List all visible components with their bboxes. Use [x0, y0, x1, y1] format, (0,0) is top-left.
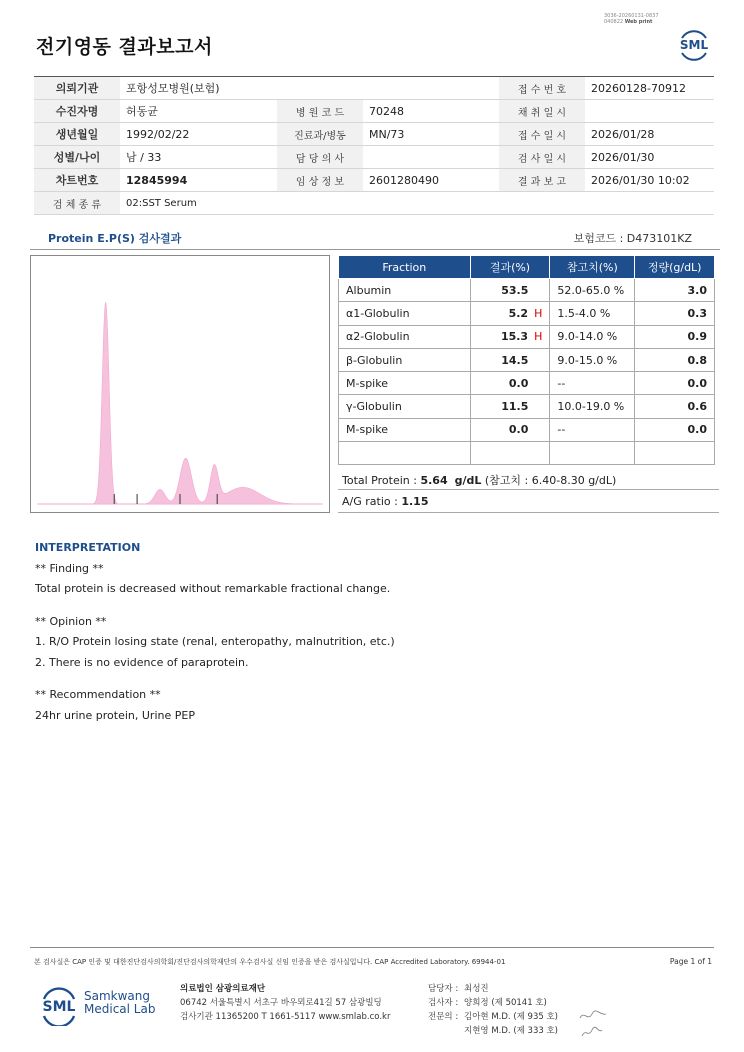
info-row	[34, 77, 714, 100]
receipt-no-label: 접 수 번 호	[499, 77, 585, 100]
ag-divider	[338, 512, 719, 513]
web-print-label: Web print	[624, 19, 653, 25]
fraction-amount: 0.6	[635, 395, 715, 418]
header-result: 결과(%)	[470, 256, 550, 279]
fraction-row	[339, 395, 715, 418]
total-divider	[338, 489, 719, 490]
specialist-1-value: 김아현 M.D. (제 935 호)	[464, 1012, 559, 1022]
document-id-line2: 040822 Web print	[604, 19, 653, 25]
fraction-name: γ-Globulin	[339, 395, 471, 418]
specimen-value: 02:SST Serum	[120, 192, 714, 215]
fraction-amount: 0.3	[635, 302, 715, 325]
header-ref: 참고치(%)	[550, 256, 635, 279]
sml-logo-icon	[674, 22, 714, 62]
specialist-label: 전문의 :	[428, 1012, 459, 1022]
fraction-name: M-spike	[339, 372, 471, 395]
fraction-result	[470, 372, 550, 395]
report-label: 결 과 보 고	[499, 169, 585, 192]
opinion-header: ** Opinion **	[35, 614, 107, 628]
fraction-result	[470, 442, 550, 465]
foundation-address: 06742 서울특별시 서초구 바우뫼로41길 57 삼광빌딩	[180, 998, 382, 1008]
fraction-ref: 10.0-19.0 %	[550, 395, 635, 418]
foundation-info	[180, 982, 390, 1024]
brand-line-1: Samkwang	[84, 989, 150, 1003]
info-row	[34, 146, 714, 169]
manager-value: 최성진	[464, 984, 489, 994]
specimen-label: 검 체 종 류	[34, 192, 120, 215]
collection-date-label: 채 취 일 시	[499, 100, 585, 123]
fraction-name: Albumin	[339, 279, 471, 302]
requester-value: 포항성모병원(보험)	[120, 77, 499, 100]
document-id	[604, 13, 659, 25]
fraction-result	[470, 325, 550, 348]
manager-label: 담당자 :	[428, 984, 459, 994]
fraction-result	[470, 279, 550, 302]
ag-ratio-value: 1.15	[401, 495, 429, 508]
high-flag: H	[534, 306, 543, 320]
interpretation-title: INTERPRETATION	[35, 541, 141, 554]
collection-date-value	[585, 100, 714, 123]
hospital-code-value: 70248	[363, 100, 499, 123]
fraction-row	[339, 418, 715, 441]
total-protein-unit: g/dL	[454, 474, 482, 487]
fraction-row	[339, 302, 715, 325]
info-row	[34, 192, 714, 215]
clinical-label: 임 상 정 보	[277, 169, 363, 192]
sml-logo-text: SML	[42, 999, 76, 1015]
hospital-code-label: 병 원 코 드	[277, 100, 363, 123]
patient-value: 허동균	[120, 100, 277, 123]
fraction-name	[339, 442, 471, 465]
fraction-result-value: 0.0	[508, 376, 529, 390]
test-date-label: 검 사 일 시	[499, 146, 585, 169]
fraction-row	[339, 372, 715, 395]
fraction-result	[470, 395, 550, 418]
chart-no-label: 차트번호	[34, 169, 120, 192]
receipt-date-label: 접 수 일 시	[499, 123, 585, 146]
interpretation-section	[35, 538, 395, 726]
total-protein-label: Total Protein :	[342, 474, 421, 487]
fraction-table	[338, 255, 715, 465]
ag-ratio-label: A/G ratio :	[342, 495, 402, 508]
fraction-result-value: 14.5	[501, 353, 529, 367]
fraction-ref: 9.0-14.0 %	[550, 325, 635, 348]
doctor-label: 담 당 의 사	[277, 146, 363, 169]
electrophoresis-chart-svg	[31, 256, 329, 512]
fraction-result	[470, 418, 550, 441]
patient-label: 수진자명	[34, 100, 120, 123]
receipt-no-value: 20260128-70912	[585, 77, 714, 100]
sex-age-value: 남 / 33	[120, 146, 277, 169]
finding-text: Total protein is decreased without remarkable fractional change.	[35, 582, 391, 595]
fraction-result-value: 53.5	[501, 283, 529, 297]
chart-no-value: 12845994	[120, 169, 277, 192]
info-row	[34, 169, 714, 192]
fraction-row	[339, 279, 715, 302]
fraction-header-row	[339, 256, 715, 279]
fraction-amount: 0.0	[635, 372, 715, 395]
fraction-ref: 1.5-4.0 %	[550, 302, 635, 325]
fraction-result	[470, 348, 550, 371]
header-amount: 정량(g/dL)	[635, 256, 715, 279]
accreditation-note: 본 검사실은 CAP 인증 및 대한진단검사의학회/진단검사의학재단의 우수검사실 신임 인증을 받은 검사실입니다. CAP Accredited Laboratory. 69944-01	[34, 958, 506, 966]
total-protein-value: 5.64	[420, 474, 448, 487]
doctor-value	[363, 146, 499, 169]
page-number: Page 1 of 1	[669, 957, 712, 966]
brand-name	[84, 990, 155, 1016]
requester-label: 의뢰기관	[34, 77, 120, 100]
ag-ratio	[342, 495, 428, 508]
fraction-name: β-Globulin	[339, 348, 471, 371]
foundation-name: 의료법인 삼광의료재단	[180, 984, 266, 994]
report-value: 2026/01/30 10:02	[585, 169, 714, 192]
footer-divider	[30, 947, 714, 948]
finding-header: ** Finding **	[35, 561, 104, 575]
fraction-amount: 3.0	[635, 279, 715, 302]
opinion-line-2: 2. There is no evidence of paraprotein.	[35, 655, 249, 669]
signature-icon	[578, 1008, 608, 1040]
opinion-line-1: 1. R/O Protein losing state (renal, enteropathy, malnutrition, etc.)	[35, 635, 395, 648]
recommendation-text: 24hr urine protein, Urine PEP	[35, 708, 195, 722]
fraction-ref: --	[550, 418, 635, 441]
fraction-result-value: 5.2	[508, 306, 529, 320]
info-row	[34, 123, 714, 146]
patient-info-table	[34, 76, 714, 215]
fraction-amount	[635, 442, 715, 465]
birth-label: 생년월일	[34, 123, 120, 146]
document-id-line1: 3036-20260131-0837	[604, 13, 659, 19]
dept-value: MN/73	[363, 123, 499, 146]
sex-age-label: 성별/나이	[34, 146, 120, 169]
staff-info	[428, 982, 558, 1038]
clinical-value: 2601280490	[363, 169, 499, 192]
fraction-row	[339, 325, 715, 348]
tester-value: 양희정 (제 50141 호)	[464, 998, 547, 1008]
header-fraction: Fraction	[339, 256, 471, 279]
fraction-amount: 0.9	[635, 325, 715, 348]
receipt-date-value: 2026/01/28	[585, 123, 714, 146]
fraction-ref: 9.0-15.0 %	[550, 348, 635, 371]
insurance-code: 보험코드 : D473101KZ	[573, 232, 692, 245]
fraction-amount: 0.8	[635, 348, 715, 371]
recommendation-header: ** Recommendation **	[35, 688, 161, 701]
fraction-name: α1-Globulin	[339, 302, 471, 325]
test-date-value: 2026/01/30	[585, 146, 714, 169]
total-protein	[342, 472, 616, 488]
specialist-2-value: 지현영 M.D. (제 333 호)	[464, 1026, 559, 1036]
electrophoresis-curve	[37, 302, 323, 504]
fraction-amount: 0.0	[635, 418, 715, 441]
fraction-ref	[550, 442, 635, 465]
foundation-contact: 검사기관 11365200 T 1661-5117 www.smlab.co.kr	[180, 1012, 391, 1022]
dept-label: 진료과/병동	[277, 123, 363, 146]
fraction-row	[339, 442, 715, 465]
fraction-result-value: 11.5	[501, 400, 529, 414]
sml-logo-text: SML	[679, 38, 709, 52]
total-protein-ref: (참고치 : 6.40-8.30 g/dL)	[484, 474, 617, 487]
birth-value: 1992/02/22	[120, 123, 277, 146]
info-row	[34, 100, 714, 123]
fraction-name: M-spike	[339, 418, 471, 441]
fraction-row	[339, 348, 715, 371]
sml-logo-icon	[36, 982, 82, 1026]
electrophoresis-chart	[30, 255, 330, 513]
fraction-name: α2-Globulin	[339, 325, 471, 348]
fraction-result-value: 15.3	[500, 330, 529, 344]
section-title: Protein E.P(S) 검사결과	[48, 232, 182, 245]
page-title: 전기영동 결과보고서	[36, 36, 213, 58]
fraction-ref: --	[550, 372, 635, 395]
high-flag: H	[534, 330, 543, 344]
fraction-result	[470, 302, 550, 325]
tester-label: 검사자 :	[428, 998, 459, 1008]
fraction-result-value: 0.0	[508, 423, 529, 437]
fraction-ref: 52.0-65.0 %	[550, 279, 635, 302]
brand-line-2: Medical Lab	[84, 1002, 156, 1016]
section-divider	[30, 249, 720, 250]
